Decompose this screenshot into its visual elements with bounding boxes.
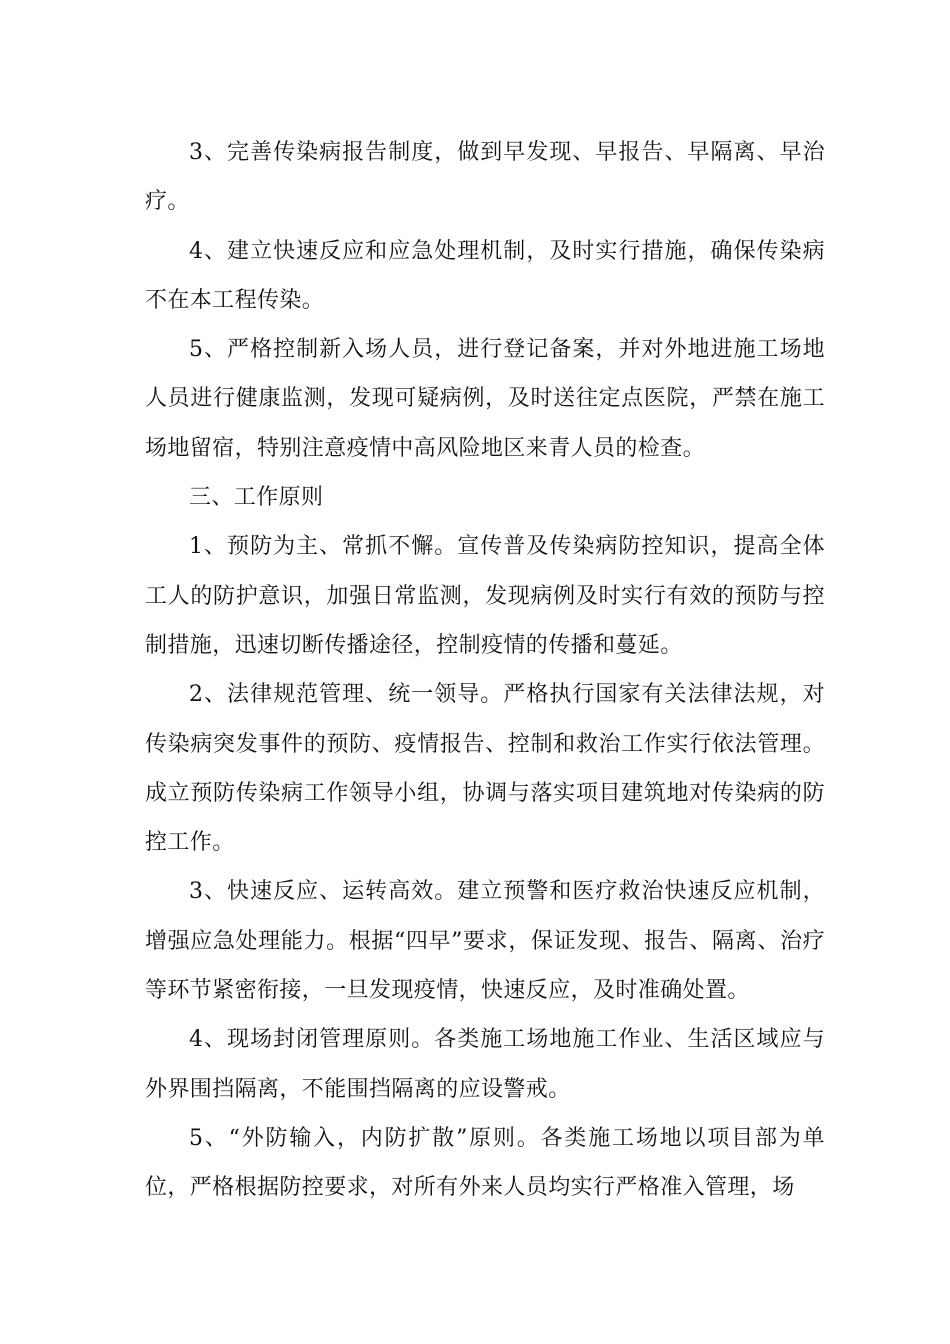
paragraph-legal-management: 2、法律规范管理、统一领导。严格执行国家有关法律法规，对传染病突发事件的预防、疫情报告、控制和救治工作实行依法管理。成立预防传染病工作领导小组，协调与落实项目建筑地对传染病的防控工作。 bbox=[145, 682, 825, 856]
document-body bbox=[145, 128, 825, 1213]
paragraph-external-prevention: 5、“外防输入，内防扩散”原则。各类施工场地以项目部为单位，严格根据防控要求，对所有外来人员均实行严格准入管理，场 bbox=[145, 1125, 825, 1201]
section-heading-work-principles: 三、工作原则 bbox=[189, 485, 324, 511]
paragraph-efficient-operation: 3、快速反应、运转高效。建立预警和医疗救治快速反应机制，增强应急处理能力。根据“四早”要求，保证发现、报告、隔离、治疗等环节紧密衔接，一旦发现疫情，快速反应，及时准确处置。 bbox=[145, 879, 825, 1004]
paragraph-rapid-response: 4、建立快速反应和应急处理机制，及时实行措施，确保传染病不在本工程传染。 bbox=[145, 238, 825, 313]
paragraph-new-personnel-control: 5、严格控制新入场人员，进行登记备案，并对外地进施工场地人员进行健康监测，发现可疑病例，及时送往定点医院，严禁在施工场地留宿，特别注意疫情中高风险地区来青人员的检查。 bbox=[145, 337, 825, 461]
paragraph-closed-site-management: 4、现场封闭管理原则。各类施工场地施工作业、生活区域应与外界围挡隔离，不能围挡隔离的应设警戒。 bbox=[145, 1027, 825, 1102]
paragraph-reporting-system: 3、完善传染病报告制度，做到早发现、早报告、早隔离、早治疗。 bbox=[145, 140, 825, 215]
paragraph-prevention-first: 1、预防为主、常抓不懈。宣传普及传染病防控知识，提高全体工人的防护意识，加强日常监测，发现病例及时实行有效的预防与控制措施，迅速切断传播途径，控制疫情的传播和蔓延。 bbox=[145, 534, 825, 658]
